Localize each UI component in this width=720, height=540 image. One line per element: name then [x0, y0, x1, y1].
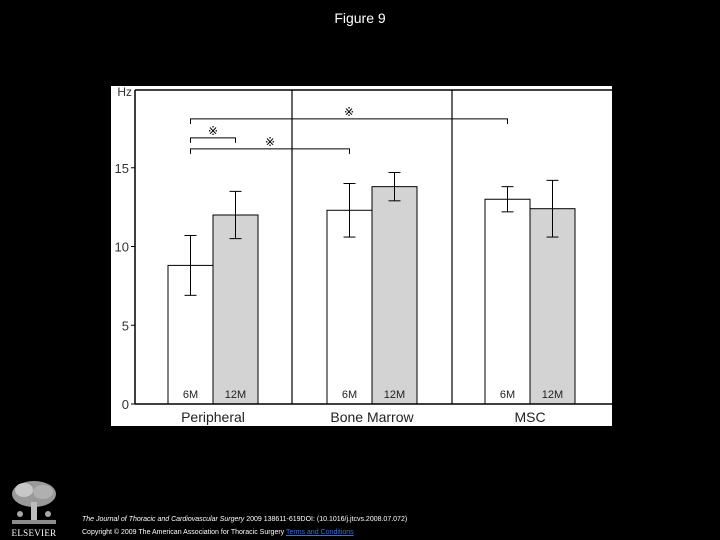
- significance-marker: ※: [343, 104, 355, 119]
- copyright-line: [82, 529, 354, 536]
- group-label: MSC: [514, 409, 546, 425]
- bar-label: 6M: [341, 389, 358, 401]
- significance-bracket-3: [191, 119, 508, 124]
- bar-12M-0: [213, 215, 258, 404]
- bar-12M-2: [530, 209, 575, 404]
- group-label: Peripheral: [181, 409, 245, 425]
- bar-12M-1: [372, 187, 417, 404]
- group-label: Bone Marrow: [330, 409, 414, 425]
- citation-details: 2009 138611-619DOI: (10.1016/j.jtcvs.2008.07.072): [244, 516, 408, 523]
- bar-chart-panel: [111, 86, 612, 426]
- bar-label: 6M: [182, 389, 199, 401]
- significance-marker: ※: [207, 123, 219, 138]
- significance-bracket-2: [191, 149, 350, 154]
- publisher-logo: [6, 478, 62, 538]
- significance-bracket-1: [191, 138, 236, 143]
- publisher-logo-text: ELSEVIER: [11, 528, 57, 538]
- y-tick-label: 15: [114, 160, 129, 176]
- bar-6M-1: [327, 210, 372, 404]
- bar-label: 6M: [499, 389, 516, 401]
- bar-label: 12M: [383, 389, 406, 401]
- figure-title: Figure 9: [334, 10, 386, 26]
- bar-label: 12M: [224, 389, 247, 401]
- citation-line: [82, 516, 407, 523]
- y-tick-label: 5: [121, 318, 129, 334]
- tree-logo-icon: [6, 478, 62, 528]
- y-axis-unit-label: Hz: [117, 86, 132, 99]
- terms-and-conditions-link[interactable]: Terms and Conditions: [285, 529, 354, 536]
- y-tick-label: 10: [114, 239, 129, 255]
- y-tick-label: 0: [121, 397, 129, 412]
- significance-marker: ※: [264, 134, 276, 149]
- bar-chart: [111, 86, 612, 426]
- bar-6M-2: [485, 199, 530, 404]
- bar-label: 12M: [541, 389, 564, 401]
- journal-name: The Journal of Thoracic and Cardiovascular Surgery: [82, 516, 245, 523]
- copyright-text: Copyright © 2009 The American Association for Thoracic Surgery: [82, 529, 286, 536]
